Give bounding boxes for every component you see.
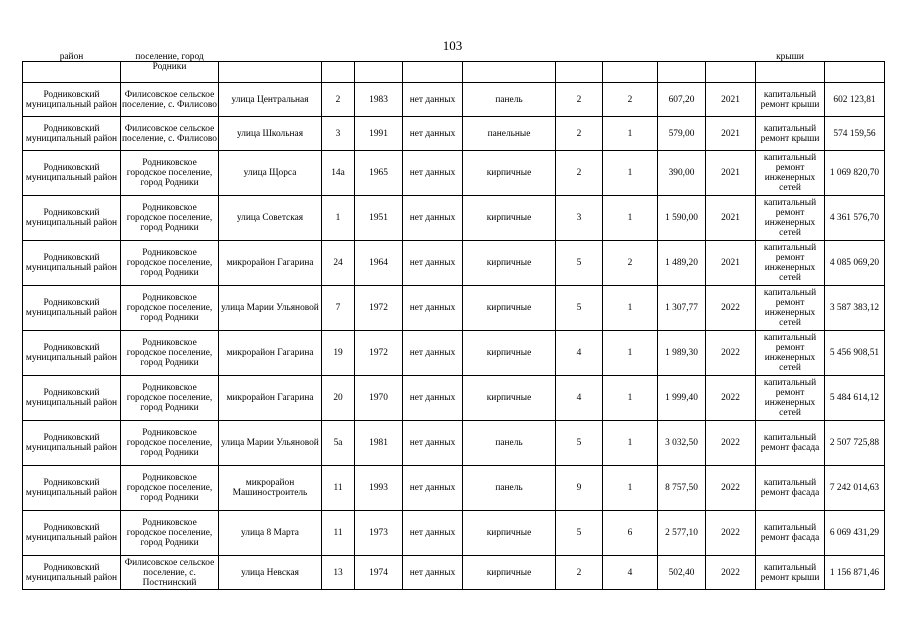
cell-settlement: Филисовское сельское поселение, с. Филисово bbox=[121, 117, 219, 151]
cell-entrances: 1 bbox=[603, 117, 658, 151]
cell-settlement: Родниковское городское поселение, город Родники bbox=[121, 286, 219, 331]
cell-year bbox=[355, 62, 403, 83]
cell-floors: 5 bbox=[556, 241, 603, 286]
table-body bbox=[23, 52, 885, 590]
cell-district: Родниковский муниципальный район bbox=[23, 421, 121, 466]
cell-entrances: 6 bbox=[603, 511, 658, 556]
cell-street: улица Щорса bbox=[219, 151, 322, 196]
table-row bbox=[23, 62, 885, 83]
cell-area: 579,00 bbox=[658, 117, 706, 151]
cell-district: район bbox=[23, 62, 121, 83]
cell-district: Родниковский муниципальный район bbox=[23, 556, 121, 590]
cell-district: Родниковский муниципальный район bbox=[23, 196, 121, 241]
cell-district: Родниковский муниципальный район bbox=[23, 286, 121, 331]
cell-street: улица Советская bbox=[219, 196, 322, 241]
cell-plan-year: 2021 bbox=[706, 196, 756, 241]
cell-floors: 2 bbox=[556, 83, 603, 117]
cell-settlement: Родниковское городское поселение, город Родники bbox=[121, 466, 219, 511]
cell-entrances: 2 bbox=[603, 83, 658, 117]
cell-street bbox=[219, 62, 322, 83]
cell-entrances: 1 bbox=[603, 421, 658, 466]
cell-wall: панель bbox=[463, 83, 556, 117]
cell-plan-year: 2021 bbox=[706, 117, 756, 151]
cell-house: 2 bbox=[322, 83, 355, 117]
cell-entrances: 1 bbox=[603, 376, 658, 421]
cell-settlement: Родниковское городское поселение, город Родники bbox=[121, 151, 219, 196]
table-row bbox=[23, 83, 885, 117]
cell-house: 19 bbox=[322, 331, 355, 376]
cell-area: 1 989,30 bbox=[658, 331, 706, 376]
cell-status: нет данных bbox=[403, 83, 463, 117]
cell-street: микрорайон Гагарина bbox=[219, 241, 322, 286]
cell-plan-year: 2022 bbox=[706, 331, 756, 376]
cell-district: Родниковский муниципальный район bbox=[23, 511, 121, 556]
cell-cost: 4 361 576,70 bbox=[825, 196, 885, 241]
cell-area: 8 757,50 bbox=[658, 466, 706, 511]
cell-work: капитальный ремонт инженерных сетей bbox=[756, 286, 825, 331]
cell-wall: кирпичные bbox=[463, 556, 556, 590]
table-row bbox=[23, 286, 885, 331]
cell-area: 1 307,77 bbox=[658, 286, 706, 331]
cell-cost: 574 159,56 bbox=[825, 117, 885, 151]
cell-year: 1991 bbox=[355, 117, 403, 151]
cell-district: Родниковский муниципальный район bbox=[23, 117, 121, 151]
cell-settlement: Родниковское городское поселение, город Родники bbox=[121, 331, 219, 376]
page-number: 103 bbox=[442, 38, 463, 53]
cell-plan-year: 2022 bbox=[706, 421, 756, 466]
cell-entrances bbox=[603, 62, 658, 83]
cell-street: улица Марии Ульяновой bbox=[219, 286, 322, 331]
cell-floors: 4 bbox=[556, 331, 603, 376]
cell-year: 1964 bbox=[355, 241, 403, 286]
table-row bbox=[23, 466, 885, 511]
cell-cost: 6 069 431,29 bbox=[825, 511, 885, 556]
table-row bbox=[23, 241, 885, 286]
cell-floors: 2 bbox=[556, 117, 603, 151]
cell-cost bbox=[825, 62, 885, 83]
cell-area: 1 590,00 bbox=[658, 196, 706, 241]
cell-work: капитальный ремонт инженерных сетей bbox=[756, 196, 825, 241]
cell-street: микрорайон Машиностроитель bbox=[219, 466, 322, 511]
cell-year: 1983 bbox=[355, 83, 403, 117]
cell-floors: 5 bbox=[556, 511, 603, 556]
cell-street: микрорайон Гагарина bbox=[219, 376, 322, 421]
cell-settlement: Родниковское городское поселение, город Родники bbox=[121, 241, 219, 286]
cell-status: нет данных bbox=[403, 511, 463, 556]
cell-floors: 9 bbox=[556, 466, 603, 511]
cell-house: 7 bbox=[322, 286, 355, 331]
cell-floors: 5 bbox=[556, 286, 603, 331]
table-row bbox=[23, 117, 885, 151]
cell-district: Родниковский муниципальный район bbox=[23, 376, 121, 421]
cell-cost: 1 069 820,70 bbox=[825, 151, 885, 196]
cell-street: улица Школьная bbox=[219, 117, 322, 151]
cell-floors: 4 bbox=[556, 376, 603, 421]
cell-status: нет данных bbox=[403, 117, 463, 151]
cell-district: Родниковский муниципальный район bbox=[23, 83, 121, 117]
cell-status: нет данных bbox=[403, 286, 463, 331]
cell-year: 1981 bbox=[355, 421, 403, 466]
cell-area: 1 999,40 bbox=[658, 376, 706, 421]
cell-work: капитальный ремонт инженерных сетей bbox=[756, 241, 825, 286]
cell-status: нет данных bbox=[403, 196, 463, 241]
cell-house: 24 bbox=[322, 241, 355, 286]
cell-entrances: 1 bbox=[603, 151, 658, 196]
table-row bbox=[23, 376, 885, 421]
cell-floors: 2 bbox=[556, 151, 603, 196]
cell-wall: панель bbox=[463, 466, 556, 511]
cell-plan-year: 2022 bbox=[706, 466, 756, 511]
table-row bbox=[23, 556, 885, 590]
cell-house: 5а bbox=[322, 421, 355, 466]
cell-wall: кирпичные bbox=[463, 511, 556, 556]
table-row bbox=[23, 511, 885, 556]
cell-wall: панель bbox=[463, 421, 556, 466]
cell-work: крыши bbox=[756, 62, 825, 83]
cell-floors: 5 bbox=[556, 421, 603, 466]
cell-work: капитальный ремонт крыши bbox=[756, 117, 825, 151]
cell-floors bbox=[556, 62, 603, 83]
cell-settlement: Родниковское городское поселение, город Родники bbox=[121, 421, 219, 466]
cell-area: 390,00 bbox=[658, 151, 706, 196]
cell-district: Родниковский муниципальный район bbox=[23, 331, 121, 376]
cell-area: 1 489,20 bbox=[658, 241, 706, 286]
cell-cost: 3 587 383,12 bbox=[825, 286, 885, 331]
cell-status: нет данных bbox=[403, 241, 463, 286]
cell-plan-year: 2022 bbox=[706, 511, 756, 556]
cell-year: 1973 bbox=[355, 511, 403, 556]
cell-status: нет данных bbox=[403, 556, 463, 590]
cell-street: улица 8 Марта bbox=[219, 511, 322, 556]
cell-status: нет данных bbox=[403, 376, 463, 421]
cell-house bbox=[322, 62, 355, 83]
cell-entrances: 1 bbox=[603, 331, 658, 376]
cell-wall: кирпичные bbox=[463, 331, 556, 376]
cell-street: улица Марии Ульяновой bbox=[219, 421, 322, 466]
cell-year: 1972 bbox=[355, 331, 403, 376]
cell-street: улица Центральная bbox=[219, 83, 322, 117]
cell-status bbox=[403, 62, 463, 83]
cell-year: 1951 bbox=[355, 196, 403, 241]
table-row bbox=[23, 421, 885, 466]
cell-cost: 2 507 725,88 bbox=[825, 421, 885, 466]
cell-entrances: 1 bbox=[603, 196, 658, 241]
cell-status: нет данных bbox=[403, 466, 463, 511]
cell-work: капитальный ремонт фасада bbox=[756, 511, 825, 556]
cell-year: 1970 bbox=[355, 376, 403, 421]
cell-house: 3 bbox=[322, 117, 355, 151]
cell-house: 14а bbox=[322, 151, 355, 196]
cell-plan-year: 2022 bbox=[706, 376, 756, 421]
cell-wall: кирпичные bbox=[463, 151, 556, 196]
cell-work: капитальный ремонт инженерных сетей bbox=[756, 151, 825, 196]
cell-area: 2 577,10 bbox=[658, 511, 706, 556]
cell-plan-year: 2021 bbox=[706, 151, 756, 196]
cell-cost: 5 484 614,12 bbox=[825, 376, 885, 421]
cell-settlement: Родниковское городское поселение, город Родники bbox=[121, 511, 219, 556]
cell-area: 502,40 bbox=[658, 556, 706, 590]
cell-floors: 2 bbox=[556, 556, 603, 590]
cell-work: капитальный ремонт крыши bbox=[756, 556, 825, 590]
cell-status: нет данных bbox=[403, 151, 463, 196]
cell-house: 11 bbox=[322, 511, 355, 556]
cell-year: 1965 bbox=[355, 151, 403, 196]
cell-work: капитальный ремонт инженерных сетей bbox=[756, 331, 825, 376]
cell-street: микрорайон Гагарина bbox=[219, 331, 322, 376]
cell-district: Родниковский муниципальный район bbox=[23, 466, 121, 511]
cell-wall: панельные bbox=[463, 117, 556, 151]
cell-cost: 4 085 069,20 bbox=[825, 241, 885, 286]
cell-settlement: Родниковское городское поселение, город Родники bbox=[121, 376, 219, 421]
cell-entrances: 1 bbox=[603, 466, 658, 511]
cell-work: капитальный ремонт крыши bbox=[756, 83, 825, 117]
cell-house: 1 bbox=[322, 196, 355, 241]
cell-area: 607,20 bbox=[658, 83, 706, 117]
cell-house: 20 bbox=[322, 376, 355, 421]
cell-area: 3 032,50 bbox=[658, 421, 706, 466]
cell-cost: 602 123,81 bbox=[825, 83, 885, 117]
cell-plan-year: 2021 bbox=[706, 241, 756, 286]
cell-house: 13 bbox=[322, 556, 355, 590]
table-row bbox=[23, 151, 885, 196]
cell-settlement: Филисовское сельское поселение, с. Филисово bbox=[121, 83, 219, 117]
cell-entrances: 2 bbox=[603, 241, 658, 286]
cell-entrances: 4 bbox=[603, 556, 658, 590]
cell-plan-year: 2022 bbox=[706, 556, 756, 590]
table-row bbox=[23, 331, 885, 376]
cell-cost: 1 156 871,46 bbox=[825, 556, 885, 590]
cell-settlement: Филисовское сельское поселение, с. Постнинский bbox=[121, 556, 219, 590]
cell-status: нет данных bbox=[403, 331, 463, 376]
cell-work: капитальный ремонт инженерных сетей bbox=[756, 376, 825, 421]
cell-year: 1972 bbox=[355, 286, 403, 331]
cell-cost: 7 242 014,63 bbox=[825, 466, 885, 511]
cell-street: улица Невская bbox=[219, 556, 322, 590]
cell-cost: 5 456 908,51 bbox=[825, 331, 885, 376]
table-row bbox=[23, 196, 885, 241]
cell-floors: 3 bbox=[556, 196, 603, 241]
cell-settlement: поселение, город Родники bbox=[121, 62, 219, 83]
cell-year: 1974 bbox=[355, 556, 403, 590]
cell-work: капитальный ремонт фасада bbox=[756, 466, 825, 511]
cell-plan-year: 2022 bbox=[706, 286, 756, 331]
cell-house: 11 bbox=[322, 466, 355, 511]
cell-area bbox=[658, 62, 706, 83]
cell-wall bbox=[463, 62, 556, 83]
cell-wall: кирпичные bbox=[463, 376, 556, 421]
cell-wall: кирпичные bbox=[463, 286, 556, 331]
cell-status: нет данных bbox=[403, 421, 463, 466]
cell-district: Родниковский муниципальный район bbox=[23, 151, 121, 196]
housing-repair-table bbox=[22, 52, 885, 590]
cell-entrances: 1 bbox=[603, 286, 658, 331]
cell-wall: кирпичные bbox=[463, 196, 556, 241]
cell-year: 1993 bbox=[355, 466, 403, 511]
cell-district: Родниковский муниципальный район bbox=[23, 241, 121, 286]
cell-wall: кирпичные bbox=[463, 241, 556, 286]
cell-work: капитальный ремонт фасада bbox=[756, 421, 825, 466]
cell-settlement: Родниковское городское поселение, город Родники bbox=[121, 196, 219, 241]
cell-plan-year: 2021 bbox=[706, 83, 756, 117]
cell-plan-year bbox=[706, 62, 756, 83]
